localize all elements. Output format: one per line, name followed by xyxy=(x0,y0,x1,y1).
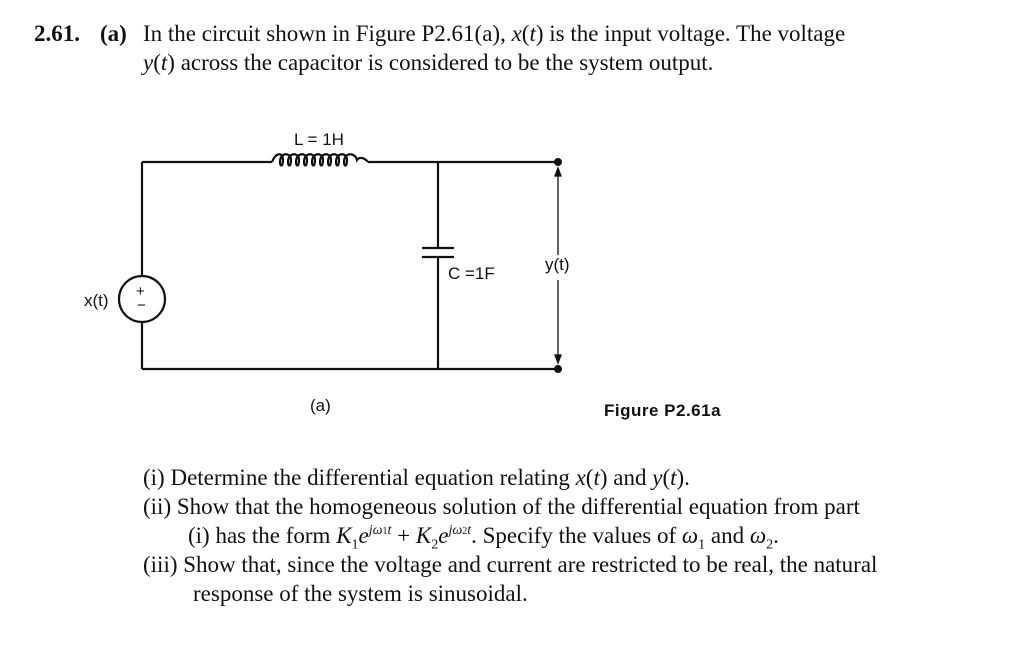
inductor-coil xyxy=(272,154,368,165)
question-ii-line2: (i) has the form $K_1e^{j\omega 1t} + K_2e^{j\omega 2t}$. Specify the values of $\omega_1$ and $\omega_2$. xyxy=(188,523,779,553)
terminal-top xyxy=(554,158,562,166)
problem-part: (a) xyxy=(100,21,127,46)
output-arrow-head-down xyxy=(555,355,561,363)
figure-sublabel: (a) xyxy=(310,396,331,415)
problem-number: 2.61. xyxy=(34,21,80,46)
output-arrow-head-up xyxy=(555,168,561,176)
problem-intro-line2: y(t) across the capacitor is considered to be the system output. xyxy=(143,50,714,75)
question-iii-line2: response of the system is sinusoidal. xyxy=(193,581,528,606)
question-i: (i) Determine the differential equation relating x(t) and y(t). xyxy=(143,465,690,490)
terminal-bottom xyxy=(554,365,562,373)
question-ii-line1: (ii) Show that the homogeneous solution of the differential equation from part xyxy=(143,494,860,519)
capacitor-label: C =1F xyxy=(448,264,495,283)
source-minus: − xyxy=(137,297,146,314)
input-label: x(t) xyxy=(84,291,109,310)
figure-caption: Figure P2.61a xyxy=(604,401,722,420)
source-plus: + xyxy=(136,283,145,300)
output-label: y(t) xyxy=(545,255,570,274)
question-iii-line1: (iii) Show that, since the voltage and current are restricted to be real, the natural xyxy=(143,552,878,577)
inductor-label: L = 1H xyxy=(294,130,344,149)
problem-intro-line1: In the circuit shown in Figure P2.61(a), x(t) is the input voltage. The voltage xyxy=(143,21,846,46)
